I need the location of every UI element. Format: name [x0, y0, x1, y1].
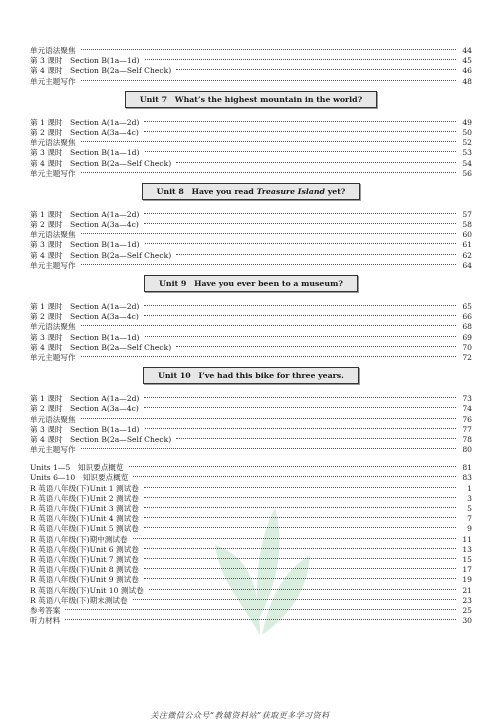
- toc-entry-label: 第 4 课时 Section B(2a—Self Check): [30, 250, 172, 260]
- toc-entry-label: R 英语八年级(下)期中测试卷: [30, 534, 128, 544]
- toc-block-appendix: [30, 459, 472, 626]
- toc-entry-label: 单元主题写作: [30, 260, 76, 270]
- dot-leader: [81, 162, 456, 173]
- toc-entry-label: R 英语八年级(下)Unit 1 测试卷: [30, 483, 139, 493]
- toc-entry: [30, 441, 472, 455]
- toc-entry-page: 54: [462, 158, 472, 168]
- toc-entry-label: 单元语法聚焦: [30, 46, 76, 55]
- toc-entry-page: 17: [462, 565, 472, 575]
- toc-entry-label: R 英语八年级(下)Unit 4 测试卷: [30, 514, 139, 524]
- toc-entry-label: 第 3 课时 Section B(1a—1d): [30, 240, 140, 250]
- toc-entry-page: 13: [462, 544, 472, 554]
- toc-entry: [30, 349, 472, 362]
- toc-entry: [30, 612, 472, 626]
- toc-entry: [30, 257, 472, 270]
- toc-entry-label: 单元主题写作: [30, 445, 76, 455]
- toc-entry-page: 61: [462, 240, 472, 250]
- toc-entry-page: 7: [467, 514, 472, 524]
- toc-entry-page: 9: [467, 524, 472, 534]
- toc-entry-label: 第 4 课时 Section B(2a—Self Check): [30, 434, 172, 444]
- toc-entry-label: Units 1—5 知识要点概览: [30, 463, 124, 473]
- toc-entry-label: 第 2 课时 Section A(3a—4c): [30, 220, 139, 230]
- toc-content: [30, 42, 472, 626]
- unit7-header: [30, 91, 472, 108]
- toc-entry-label: 第 3 课时 Section B(1a—1d): [30, 332, 140, 342]
- toc-entry-label: 第 1 课时 Section A(1a—2d): [30, 117, 140, 127]
- dot-leader: [81, 254, 456, 265]
- unit7-title: Unit 7 What’s the highest mountain in the world?: [125, 91, 377, 108]
- toc-entry-page: 19: [462, 575, 472, 585]
- toc-entry-page: 45: [462, 56, 472, 66]
- toc-entry-page: 72: [462, 352, 472, 362]
- toc-entry-page: 3: [467, 493, 472, 503]
- toc-entry-page: 81: [462, 463, 472, 473]
- toc-entry-label: 参考答案: [30, 605, 61, 615]
- toc-entry-label: 第 1 课时 Section A(1a—2d): [30, 394, 140, 404]
- toc-entry-page: 23: [462, 595, 472, 605]
- toc-entry-label: 单元主题写作: [30, 352, 76, 362]
- toc-entry-page: 49: [462, 117, 472, 127]
- toc-entry-page: 74: [462, 404, 472, 414]
- dot-leader: [81, 346, 456, 357]
- toc-entry-page: 53: [462, 148, 472, 158]
- unit9-title: Unit 9 Have you ever been to a museum?: [144, 275, 358, 292]
- toc-entry-label: 单元语法聚焦: [30, 138, 76, 148]
- toc-entry-label: R 英语八年级(下)Unit 7 测试卷: [30, 554, 139, 564]
- unit10-title: Unit 10 I’ve had this bike for three years.: [143, 367, 359, 384]
- toc-block-unit6-tail: [30, 42, 472, 86]
- toc-entry-page: 73: [462, 394, 472, 404]
- toc-entry-label: 第 3 课时 Section B(1a—1d): [30, 148, 140, 158]
- toc-entry-label: R 英语八年级(下)期末测试卷: [30, 595, 128, 605]
- toc-entry-page: 50: [462, 127, 472, 137]
- toc-entry: [30, 73, 472, 86]
- toc-block-unit8: [30, 206, 472, 270]
- toc-entry-label: 第 3 课时 Section B(1a—1d): [30, 424, 140, 434]
- toc-entry-label: 第 1 课时 Section A(1a—2d): [30, 209, 140, 219]
- toc-entry-label: 第 2 课时 Section A(3a—4c): [30, 127, 139, 137]
- unit10-header: [30, 367, 472, 384]
- toc-entry-page: 80: [462, 445, 472, 455]
- toc-block-unit10: [30, 390, 472, 455]
- unit8-header: [30, 183, 472, 200]
- toc-block-unit9: [30, 298, 472, 362]
- toc-entry-label: Units 6—10 知识要点概览: [30, 473, 129, 483]
- toc-entry-page: 64: [462, 260, 472, 270]
- toc-entry-page: 76: [462, 414, 472, 424]
- toc-entry-page: 21: [462, 585, 472, 595]
- toc-entry-label: 单元主题写作: [30, 76, 76, 86]
- toc-entry-label: 第 2 课时 Section A(3a—4c): [30, 312, 139, 322]
- toc-entry-page: 30: [462, 616, 472, 626]
- toc-entry-label: 第 1 课时 Section A(1a—2d): [30, 302, 140, 311]
- toc-entry: [30, 165, 472, 178]
- toc-entry-page: 78: [462, 434, 472, 444]
- toc-entry-page: 77: [462, 424, 472, 434]
- toc-entry-page: 44: [462, 46, 472, 55]
- unit9-header: [30, 275, 472, 292]
- footer-note: 关注微信公众号“教辅资料站”获取更多学习资料: [150, 711, 330, 720]
- toc-entry-page: 58: [462, 220, 472, 230]
- toc-entry-label: R 英语八年级(下)Unit 9 测试卷: [30, 575, 139, 585]
- toc-entry-label: R 英语八年级(下)Unit 10 测试卷: [30, 585, 144, 595]
- toc-entry-page: 69: [462, 332, 472, 342]
- toc-entry-label: 第 4 课时 Section B(2a—Self Check): [30, 66, 172, 76]
- toc-entry-label: 第 2 课时 Section A(3a—4c): [30, 404, 139, 414]
- dot-leader: [81, 70, 456, 81]
- toc-entry-page: 48: [462, 76, 472, 86]
- toc-entry-label: R 英语八年级(下)Unit 8 测试卷: [30, 565, 139, 575]
- toc-entry-page: 66: [462, 312, 472, 322]
- toc-entry-label: 第 4 课时 Section B(2a—Self Check): [30, 342, 172, 352]
- toc-entry-page: 60: [462, 230, 472, 240]
- toc-entry-page: 11: [462, 534, 472, 544]
- toc-entry-page: 52: [462, 138, 472, 148]
- toc-entry-page: 70: [462, 342, 472, 352]
- toc-entry-label: R 英语八年级(下)Unit 5 测试卷: [30, 524, 139, 534]
- toc-entry-label: 第 3 课时 Section B(1a—1d): [30, 56, 140, 66]
- dot-leader: [65, 609, 456, 620]
- toc-entry-page: 1: [467, 483, 472, 493]
- toc-entry-page: 56: [462, 168, 472, 178]
- toc-entry-label: 第 4 课时 Section B(2a—Self Check): [30, 158, 172, 168]
- toc-block-unit7: [30, 114, 472, 178]
- toc-entry-page: 5: [467, 504, 472, 513]
- toc-entry-page: 57: [462, 209, 472, 219]
- dot-leader: [81, 438, 456, 449]
- toc-entry-page: 25: [462, 605, 472, 615]
- toc-entry-label: R 英语八年级(下)Unit 3 测试卷: [30, 504, 139, 513]
- unit8-title: Unit 8 Have you read Treasure Island yet?: [142, 183, 361, 200]
- toc-entry-label: 单元语法聚焦: [30, 322, 76, 332]
- toc-entry-page: 68: [462, 322, 472, 332]
- toc-entry-label: R 英语八年级(下)Unit 2 测试卷: [30, 493, 139, 503]
- toc-entry-page: 65: [462, 302, 472, 311]
- toc-entry-label: R 英语八年级(下)Unit 6 测试卷: [30, 544, 139, 554]
- toc-entry-label: 听力材料: [30, 616, 61, 626]
- toc-entry-label: 单元主题写作: [30, 168, 76, 178]
- toc-entry-page: 62: [462, 250, 472, 260]
- toc-entry-page: 46: [462, 66, 472, 76]
- toc-entry-page: 15: [462, 554, 472, 564]
- toc-entry-label: 单元语法聚焦: [30, 414, 76, 424]
- toc-entry-label: 单元语法聚焦: [30, 230, 76, 240]
- toc-entry-page: 83: [462, 473, 472, 483]
